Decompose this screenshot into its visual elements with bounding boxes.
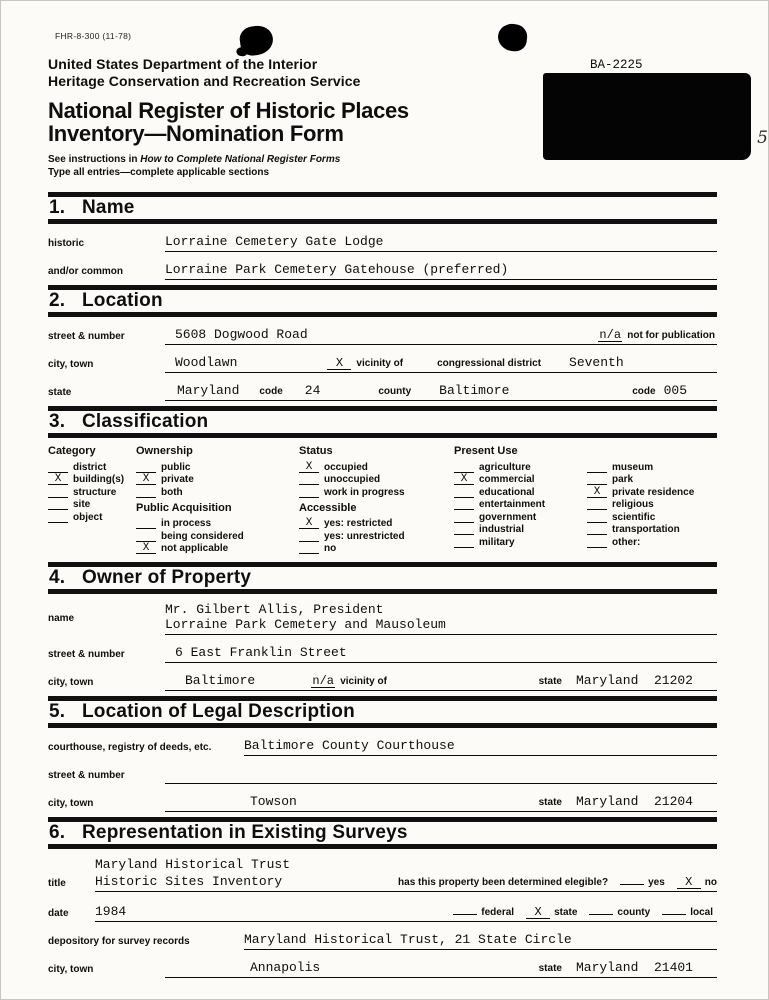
legal-state-value: Maryland 21204 (575, 794, 693, 809)
classification-checkbox (136, 475, 299, 486)
city-label: city, town (48, 677, 94, 688)
survey-ref-number: BA-2225 (588, 58, 651, 74)
checkbox-label: federal (481, 907, 515, 918)
checkbox-label: no (704, 877, 717, 888)
section-1-title: Name (82, 197, 135, 218)
classification-checkbox (587, 537, 717, 548)
legal-street-row (48, 766, 717, 784)
checkbox-mark (48, 512, 68, 523)
checkbox-mark (662, 902, 686, 915)
status-items (299, 460, 454, 498)
code-value: 24 (304, 383, 321, 398)
courthouse-row (48, 738, 717, 756)
street-label: street & number (48, 331, 125, 342)
checkbox-label: scientific (612, 511, 656, 523)
section-5-header: 5. Location of Legal Description (48, 696, 717, 728)
classification-checkbox (48, 475, 136, 486)
historic-name-row (48, 234, 717, 252)
vicinity-group (311, 675, 387, 688)
checkbox-label: religious (612, 499, 654, 510)
congressional-district-label: congressional district (437, 358, 542, 369)
owner-street-value: 6 East Franklin Street (175, 645, 347, 660)
classification-checkbox (587, 500, 717, 511)
instructions-line-1: See instructions in How to Complete National Register Forms (48, 154, 341, 165)
present-use-header-spacer (587, 445, 717, 460)
status-header: Status (299, 445, 333, 457)
checkbox-mark (48, 499, 68, 510)
congressional-district-value: Seventh (569, 355, 624, 370)
checkbox-mark (136, 518, 156, 529)
checkbox-mark (136, 487, 156, 498)
present-use-header: Present Use (454, 445, 518, 457)
present-use-items-b (587, 460, 717, 548)
survey-title-line-2: Historic Sites Inventory (95, 874, 283, 889)
checkbox-label: educational (479, 486, 535, 498)
agency-line-1: United States Department of the Interior (48, 56, 318, 72)
section-4-title: Owner of Property (82, 567, 252, 588)
checkbox-label: being considered (161, 530, 244, 542)
checkbox-mark (454, 537, 474, 548)
classification-checkbox (136, 519, 299, 530)
owner-street-row (48, 645, 717, 663)
street-row (48, 327, 717, 345)
county-code-group (632, 383, 687, 398)
checkbox-label: military (479, 536, 515, 548)
checkbox-label: both (161, 486, 183, 498)
vicinity-group (327, 357, 403, 370)
survey-level-checkbox (589, 902, 650, 918)
checkbox-mark: X (48, 474, 68, 485)
state-value: Maryland (177, 383, 240, 398)
survey-city-row (48, 960, 717, 978)
form-title-line-1: National Register of Historic Places (48, 98, 409, 123)
classification-checkbox (454, 500, 587, 511)
form-title-line-2: Inventory—Nomination Form (48, 120, 344, 146)
checkbox-mark (136, 531, 156, 542)
street-value: 5608 Dogwood Road (175, 327, 308, 342)
checkbox-mark (589, 902, 613, 915)
checkbox-mark: X (454, 474, 474, 485)
checkbox-label: private (161, 474, 194, 485)
classification-checkbox (454, 537, 587, 548)
checkbox-label: industrial (479, 524, 525, 535)
form-instructions (48, 153, 717, 179)
checkbox-label: government (479, 511, 537, 523)
checkbox-label: building(s) (73, 474, 125, 485)
classification-grid (48, 445, 717, 554)
checkbox-label: other: (612, 536, 641, 548)
owner-city-value: Baltimore (185, 673, 256, 688)
section-6-title: Representation in Existing Surveys (82, 822, 408, 843)
section-1-header: 1. Name (48, 192, 717, 224)
survey-date-value: 1984 (95, 904, 127, 919)
checkbox-label: work in progress (324, 486, 405, 498)
depository-value: Maryland Historical Trust, 21 State Circle (244, 932, 572, 947)
survey-level-checkbox (662, 902, 713, 918)
classification-checkbox (48, 512, 136, 523)
checkbox-mark: X (136, 543, 156, 554)
section-rule (48, 433, 717, 438)
not-for-publication-group (598, 329, 715, 342)
checkbox-mark (454, 524, 474, 535)
state-label: state (538, 797, 562, 808)
na-mark: n/a (312, 674, 335, 688)
classification-checkbox (48, 487, 136, 498)
status-column (299, 445, 454, 554)
checkbox-mark: X (299, 462, 319, 473)
classification-checkbox (136, 487, 299, 498)
checkbox-label: site (73, 499, 91, 510)
classification-checkbox (454, 487, 587, 498)
classification-checkbox (587, 487, 717, 498)
acquisition-items (136, 517, 299, 555)
checkbox-mark (454, 499, 474, 510)
city-value: Woodlawn (175, 355, 238, 370)
checkbox-mark (299, 487, 319, 498)
eligibility-group (398, 872, 717, 889)
checkbox-label: in process (161, 518, 212, 529)
checkbox-mark (48, 462, 68, 473)
state-label: state (538, 676, 562, 687)
owner-name-label: name (48, 613, 75, 624)
classification-checkbox (299, 475, 454, 486)
classification-checkbox (136, 531, 299, 542)
classification-checkbox (48, 500, 136, 511)
checkbox-mark: X (587, 487, 607, 498)
form-title (48, 100, 717, 145)
section-rule (48, 589, 717, 594)
street-label: street & number (48, 649, 125, 660)
checkbox-label: museum (612, 461, 654, 473)
section-4-header: 4. Owner of Property (48, 562, 717, 594)
accessible-header: Accessible (299, 501, 357, 514)
survey-level-checkbox (453, 902, 514, 918)
section-2-title: Location (82, 290, 163, 311)
survey-state-value: Maryland 21401 (575, 960, 693, 975)
state-label: state (538, 963, 562, 974)
margin-annotation: 5 (757, 128, 768, 148)
checkbox-label: yes (648, 877, 665, 888)
courthouse-label: courthouse, registry of deeds, etc. (48, 742, 212, 753)
present-use-column-b (587, 445, 717, 554)
checkbox-mark: X (526, 906, 550, 919)
checkbox-label: county (617, 907, 651, 918)
ownership-header: Ownership (136, 445, 193, 457)
section-rule (48, 312, 717, 317)
checkbox-mark (299, 543, 319, 554)
city-label: city, town (48, 359, 94, 370)
checkbox-label: commercial (479, 474, 535, 485)
county-value: Baltimore (439, 383, 510, 398)
section-2-header: 2. Location (48, 285, 717, 317)
checkbox-mark (587, 537, 607, 548)
na-mark: n/a (599, 328, 622, 342)
checkbox-mark: X (136, 474, 156, 485)
checkbox-label: unoccupied (324, 474, 381, 485)
checkbox-mark (587, 524, 607, 535)
checkbox-mark (587, 499, 607, 510)
checkbox-label: district (73, 461, 107, 473)
common-name-row (48, 262, 717, 280)
classification-checkbox (587, 462, 717, 473)
checkbox-label: occupied (324, 461, 368, 473)
survey-level-checkbox (526, 906, 577, 919)
survey-title-line-1: Maryland Historical Trust (95, 857, 291, 872)
common-value: Lorraine Park Cemetery Gatehouse (preferred) (165, 262, 509, 277)
category-column (48, 445, 136, 554)
checkbox-mark (453, 902, 477, 915)
checkbox-mark (454, 487, 474, 498)
section-3-header: 3. Classification (48, 406, 717, 438)
agency-line-2: Heritage Conservation and Recreation Service (48, 72, 361, 89)
owner-state-value: Maryland 21202 (575, 673, 693, 688)
checkbox-label: entertainment (479, 499, 546, 510)
survey-title-row (48, 857, 717, 892)
eligibility-question: has this property been determined elegible? (398, 877, 609, 888)
city-label: city, town (48, 964, 94, 975)
classification-checkbox (587, 525, 717, 536)
checkbox-label: not applicable (161, 543, 229, 554)
historic-value: Lorraine Cemetery Gate Lodge (165, 234, 384, 249)
survey-date-row (48, 902, 717, 922)
checkbox-mark (587, 474, 607, 485)
eligibility-checkbox (620, 872, 665, 888)
not-for-publication-label: not for publication (627, 330, 715, 341)
county-label: county (378, 386, 412, 397)
section-6-header: 6. Representation in Existing Surveys (48, 817, 717, 849)
state-label: state (48, 387, 72, 398)
present-use-items-a (454, 460, 587, 548)
checkbox-mark: X (677, 876, 701, 889)
street-label: street & number (48, 770, 125, 781)
manual-title: How to Complete National Register Forms (140, 154, 341, 165)
legal-city-row (48, 794, 717, 812)
checkbox-mark (48, 487, 68, 498)
classification-checkbox (587, 512, 717, 523)
ownership-column (136, 445, 299, 554)
checkbox-mark (136, 462, 156, 473)
ownership-items (136, 460, 299, 498)
eligibility-checkbox (677, 876, 717, 889)
survey-date-label: date (48, 908, 69, 919)
checkbox-label: agriculture (479, 461, 531, 473)
vicinity-label: vicinity of (356, 358, 404, 369)
depository-row (48, 932, 717, 950)
classification-checkbox (299, 462, 454, 473)
classification-checkbox (454, 462, 587, 473)
owner-name-row (48, 602, 717, 635)
code-label: code (632, 386, 656, 397)
instructions-line-2: Type all entries—complete applicable sections (48, 167, 270, 178)
depository-label: depository for survey records (48, 936, 190, 947)
survey-level-options (441, 902, 713, 919)
classification-checkbox (454, 512, 587, 523)
section-rule (48, 723, 717, 728)
accessible-items (299, 517, 454, 555)
classification-checkbox (454, 475, 587, 486)
checkbox-label: private residence (612, 486, 695, 498)
courthouse-value: Baltimore County Courthouse (244, 738, 455, 753)
checkbox-label: public (161, 461, 191, 473)
checkbox-label: structure (73, 486, 117, 498)
vicinity-mark: X (327, 357, 351, 370)
county-code-value: 005 (663, 383, 687, 398)
checkbox-label: state (554, 907, 578, 918)
checkbox-label: transportation (612, 524, 680, 535)
classification-checkbox (454, 525, 587, 536)
classification-checkbox (587, 475, 717, 486)
code-label: code (259, 386, 283, 397)
checkbox-mark (587, 512, 607, 523)
legal-city-value: Towson (250, 794, 297, 809)
classification-checkbox (299, 519, 454, 530)
survey-city-value: Annapolis (250, 960, 321, 975)
category-header: Category (48, 445, 96, 457)
category-items (48, 460, 136, 523)
classification-checkbox (299, 487, 454, 498)
classification-checkbox (48, 462, 136, 473)
eligibility-options (608, 872, 717, 889)
classification-checkbox (136, 544, 299, 555)
classification-checkbox (299, 544, 454, 555)
survey-title-label: title (48, 878, 66, 889)
section-rule (48, 844, 717, 849)
checkbox-mark (454, 512, 474, 523)
form-number: FHR-8-300 (11-78) (55, 31, 132, 41)
checkbox-label: no (324, 543, 337, 554)
classification-checkbox (136, 462, 299, 473)
checkbox-label: yes: unrestricted (324, 530, 405, 542)
public-acquisition-header: Public Acquisition (136, 501, 232, 514)
checkbox-label: object (73, 511, 103, 523)
checkbox-mark: X (299, 518, 319, 529)
owner-city-row (48, 673, 717, 691)
state-row (48, 383, 717, 401)
checkbox-label: local (690, 907, 713, 918)
checkbox-mark (299, 474, 319, 485)
present-use-column-a (454, 445, 587, 554)
classification-checkbox (299, 531, 454, 542)
checkbox-mark (454, 462, 474, 473)
section-3-title: Classification (82, 411, 209, 432)
checkbox-mark (587, 462, 607, 473)
historic-label: historic (48, 238, 85, 249)
common-label: and/or common (48, 266, 124, 277)
checkbox-label: park (612, 474, 634, 485)
section-5-title: Location of Legal Description (82, 701, 355, 722)
checkbox-mark (620, 872, 644, 885)
city-label: city, town (48, 798, 94, 809)
vicinity-label: vicinity of (340, 676, 387, 687)
owner-name-line-1: Mr. Gilbert Allis, President (165, 602, 384, 617)
checkbox-label: yes: restricted (324, 518, 393, 529)
section-rule (48, 219, 717, 224)
owner-name-line-2: Lorraine Park Cemetery and Mausoleum (165, 617, 446, 632)
city-row (48, 355, 717, 373)
checkbox-mark (299, 531, 319, 542)
